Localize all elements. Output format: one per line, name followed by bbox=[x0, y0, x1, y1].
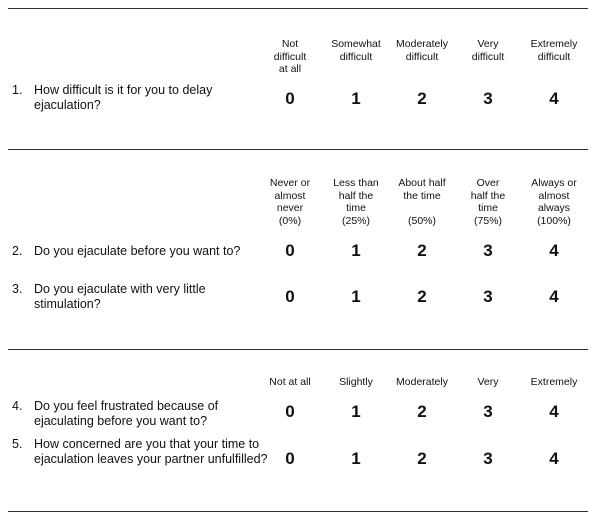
question-3 bbox=[12, 282, 274, 312]
score-1: 1 bbox=[351, 287, 361, 306]
column-header-over-half: Over half the time (75%) bbox=[470, 177, 506, 227]
column-header-about-half: About half the time (50%) bbox=[398, 177, 446, 227]
score-3: 3 bbox=[483, 449, 493, 468]
column-header-moderately-difficult: Moderately difficult bbox=[396, 38, 448, 63]
score-2: 2 bbox=[417, 449, 427, 468]
question-number: 4. bbox=[12, 399, 23, 413]
divider-1 bbox=[8, 149, 588, 150]
score-3: 3 bbox=[483, 89, 493, 108]
score-1: 1 bbox=[351, 241, 361, 260]
score-1: 1 bbox=[351, 449, 361, 468]
score-4: 4 bbox=[549, 449, 559, 468]
divider-2 bbox=[8, 349, 588, 350]
score-1: 1 bbox=[351, 402, 361, 421]
column-header-not-difficult: Not difficult at all bbox=[273, 38, 307, 75]
column-header-moderately: Moderately bbox=[396, 376, 448, 388]
score-1: 1 bbox=[351, 89, 361, 108]
column-header-extremely: Extremely bbox=[530, 376, 578, 388]
score-0: 0 bbox=[285, 449, 295, 468]
score-2: 2 bbox=[417, 287, 427, 306]
question-number: 3. bbox=[12, 282, 23, 296]
score-0: 0 bbox=[285, 241, 295, 260]
score-2: 2 bbox=[417, 241, 427, 260]
question-2 bbox=[12, 244, 274, 259]
score-0: 0 bbox=[285, 89, 295, 108]
column-header-somewhat-difficult: Somewhat difficult bbox=[331, 38, 381, 63]
question-4 bbox=[12, 399, 274, 429]
column-header-less-than-half: Less than half the time (25%) bbox=[333, 177, 379, 227]
score-4: 4 bbox=[549, 241, 559, 260]
question-text: How concerned are you that your time to ejaculation leaves your partner unfulfilled? bbox=[34, 437, 268, 466]
column-header-never: Never or almost never (0%) bbox=[269, 177, 311, 227]
question-text: How difficult is it for you to delay ejaculation? bbox=[34, 83, 213, 112]
question-5 bbox=[12, 437, 274, 467]
score-4: 4 bbox=[549, 89, 559, 108]
score-3: 3 bbox=[483, 402, 493, 421]
question-number: 2. bbox=[12, 244, 23, 258]
column-header-slightly: Slightly bbox=[339, 376, 373, 388]
score-3: 3 bbox=[483, 287, 493, 306]
column-header-very-difficult: Very difficult bbox=[471, 38, 505, 63]
column-header-extremely-difficult: Extremely difficult bbox=[530, 38, 578, 63]
divider-bottom bbox=[8, 511, 588, 512]
question-text: Do you ejaculate before you want to? bbox=[34, 244, 241, 258]
column-header-always: Always or almost always (100%) bbox=[531, 177, 577, 227]
divider-top bbox=[8, 8, 588, 9]
question-text: Do you ejaculate with very little stimulation? bbox=[34, 282, 206, 311]
score-2: 2 bbox=[417, 89, 427, 108]
question-1 bbox=[12, 83, 274, 113]
score-4: 4 bbox=[549, 287, 559, 306]
question-text: Do you feel frustrated because of ejaculating before you want to? bbox=[34, 399, 219, 428]
score-4: 4 bbox=[549, 402, 559, 421]
score-0: 0 bbox=[285, 402, 295, 421]
column-header-not-at-all: Not at all bbox=[269, 376, 311, 388]
score-3: 3 bbox=[483, 241, 493, 260]
column-header-very: Very bbox=[477, 376, 499, 388]
question-number: 1. bbox=[12, 83, 23, 97]
score-0: 0 bbox=[285, 287, 295, 306]
question-number: 5. bbox=[12, 437, 23, 451]
score-2: 2 bbox=[417, 402, 427, 421]
